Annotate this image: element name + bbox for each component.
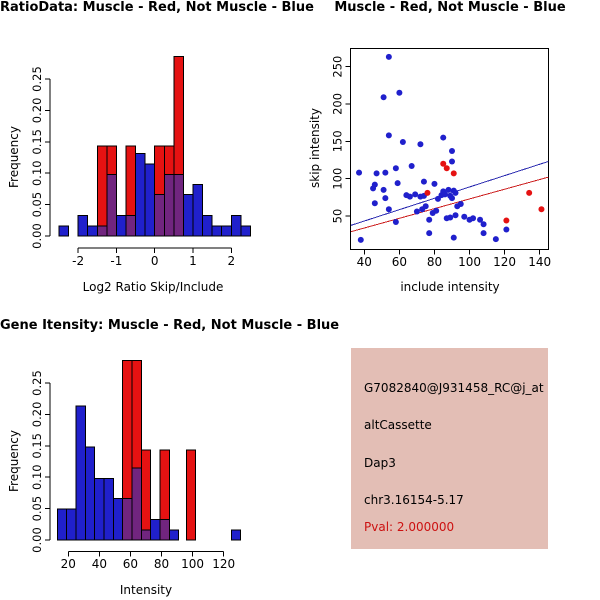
x-tick-label: 120 [212,557,236,571]
scatter-point-blue [426,217,432,223]
scatter-point-red [538,206,544,212]
scatter-ylabel: skip intensity [308,108,322,188]
hist-bar-blue [67,509,76,540]
y-tick-label: 250 [330,55,345,78]
gene-hist-title: Gene Itensity: Muscle - Red, Not Muscle - Blue [0,318,340,333]
hist-bar-overlap [174,174,184,236]
hist-bar-overlap [164,174,174,236]
scatter-point-blue [481,230,487,236]
hist-bar-blue [85,447,94,540]
hist-bar-blue [231,530,240,540]
scatter-point-blue [453,190,459,196]
hist-bar-blue [169,530,178,540]
scatter-point-blue [433,208,439,214]
hist-bar-red [97,146,107,226]
hist-bar-overlap [132,468,141,540]
gene-hist-ylabel: Frequency [7,430,21,492]
hist-bar-blue [241,226,251,236]
y-tick-label: 50 [330,208,345,224]
scatter-point-blue [370,185,376,191]
hist-bar-overlap [141,530,150,540]
x-tick-label: 80 [153,557,170,571]
y-tick-label: 0.10 [30,160,44,187]
scatter-point-blue [386,132,392,138]
x-tick-label: 2 [227,254,236,268]
hist-bar-blue [57,509,66,540]
scatter-point-blue [458,201,464,207]
scatter-point-blue [381,94,387,100]
y-tick-label: 0.10 [30,464,44,491]
scatter-point-blue [400,139,406,145]
hist-bar-red [160,450,169,519]
hist-bar-blue [104,478,113,540]
hist-bar-blue [151,519,160,540]
hist-bar-red [141,450,150,530]
x-tick-label: 40 [91,557,108,571]
scatter-point-red [503,217,509,223]
scatter-point-blue [381,187,387,193]
scatter-point-blue [382,195,388,201]
scatter-point-blue [426,230,432,236]
y-tick-label: 150 [330,130,345,153]
scatter-point-blue [393,219,399,225]
scatter-point-red [451,170,457,176]
y-tick-label: 0.05 [30,191,44,218]
y-tick-label: 0.20 [30,97,44,124]
scatter-point-blue [396,90,402,96]
probe-info-panel [351,348,548,549]
y-tick-label: 100 [330,167,345,190]
hist-bar-red [107,146,117,174]
scatter-point-blue [382,170,388,176]
scatter-point-blue [356,170,362,176]
hist-bar-blue [136,154,146,236]
x-tick-label: 0 [150,254,159,268]
x-tick-label: 120 [493,255,517,269]
probe-id-text: G7082840@J931458_RC@j_at [364,381,544,395]
hist-bar-blue [88,226,98,236]
scatter-point-blue [449,158,455,164]
scatter-point-blue [412,191,418,197]
hist-bar-red [123,360,132,498]
scatter-point-blue [423,203,429,209]
scatter-point-blue [503,226,509,232]
hist-bar-blue [76,406,85,540]
x-tick-label: 100 [458,255,481,269]
hist-bar-red [132,360,141,467]
scatter-point-blue [395,180,401,186]
hist-bar-blue [113,499,122,540]
y-tick-label: 0.20 [30,401,44,428]
x-tick-label: 20 [60,557,76,571]
gene-hist-xlabel: Intensity [119,583,173,597]
gene-name-text: Dap3 [364,456,396,470]
x-tick-label: 1 [189,254,197,268]
x-tick-label: -1 [110,254,123,268]
x-tick-label: -2 [72,254,85,268]
hist-bar-red [174,56,184,174]
hist-bar-blue [95,478,104,540]
scatter-point-blue [447,214,453,220]
hist-bar-overlap [97,226,107,236]
y-tick-label: 0.25 [30,66,44,92]
hist-bar-blue [231,215,241,236]
scatter-point-blue [386,54,392,60]
hist-bar-blue [78,215,88,236]
ratio-hist-ylabel: Frequency [7,126,21,188]
y-tick-label: 0.15 [30,128,44,155]
scatter-point-blue [431,181,437,187]
hist-bar-blue [193,185,203,236]
scatter-point-blue [481,221,487,227]
hist-bar-blue [212,226,222,236]
scatter-point-blue [449,195,455,201]
scatter-point-blue [414,209,420,215]
y-tick-label: 0.25 [30,370,44,396]
fit-line-red [351,177,548,232]
scatter-point-blue [453,212,459,218]
hist-bar-red [155,146,165,194]
scatter-point-blue [409,163,415,169]
hist-bar-red [186,450,195,540]
x-tick-label: 60 [122,557,139,571]
scatter-point-blue [470,215,476,221]
scatter-point-blue [449,148,455,154]
hist-bar-blue [116,215,126,236]
scatter-point-blue [451,235,457,241]
y-tick-label: 0.00 [30,527,44,553]
hist-bar-overlap [160,519,169,540]
hist-bar-blue [145,164,155,236]
y-tick-label: 200 [330,92,345,115]
scatter-point-red [444,165,450,171]
scatter-point-red [424,190,430,196]
hist-bar-overlap [107,174,117,236]
hist-bar-red [164,146,174,174]
x-tick-label: 40 [356,255,372,269]
x-tick-label: 60 [391,255,408,269]
y-tick-label: 0.00 [30,223,44,249]
scatter-point-blue [386,206,392,212]
pval-text: Pval: 2.000000 [364,520,455,534]
scatter-point-blue [358,237,364,243]
scatter-point-red [526,190,532,196]
ratio-hist-title: RatioData: Muscle - Red, Not Muscle - Blue [0,0,314,15]
scatter-point-blue [440,135,446,141]
hist-bar-blue [183,195,193,236]
hist-bar-red [126,146,136,215]
hist-bar-overlap [155,195,165,236]
y-tick-label: 0.15 [30,432,44,459]
scatter-point-blue [493,236,499,242]
scatter-point-blue [407,194,413,200]
hist-bar-blue [59,226,69,236]
ratio-hist-xlabel: Log2 Ratio Skip/Include [82,280,224,294]
x-tick-label: 140 [528,255,552,269]
y-tick-label: 0.05 [30,495,44,522]
scatter-point-blue [417,141,423,147]
scatter-point-blue [445,187,451,193]
scatter-xlabel: include intensity [400,280,500,294]
scatter-point-blue [461,214,467,220]
hist-bar-blue [203,215,213,236]
hist-bar-overlap [123,499,132,540]
scatter-title: Muscle - Red, Not Muscle - Blue [334,0,566,15]
x-tick-label: 100 [181,557,205,571]
splice-event-type-text: altCassette [364,418,432,432]
hist-bar-blue [222,226,232,236]
x-tick-label: 80 [426,255,443,269]
hist-bar-overlap [126,215,136,236]
scatter-point-blue [372,200,378,206]
scatter-point-blue [374,170,380,176]
scatter-point-blue [393,165,399,171]
scatter-point-blue [421,179,427,185]
chromosome-location-text: chr3.16154-5.17 [364,493,464,507]
